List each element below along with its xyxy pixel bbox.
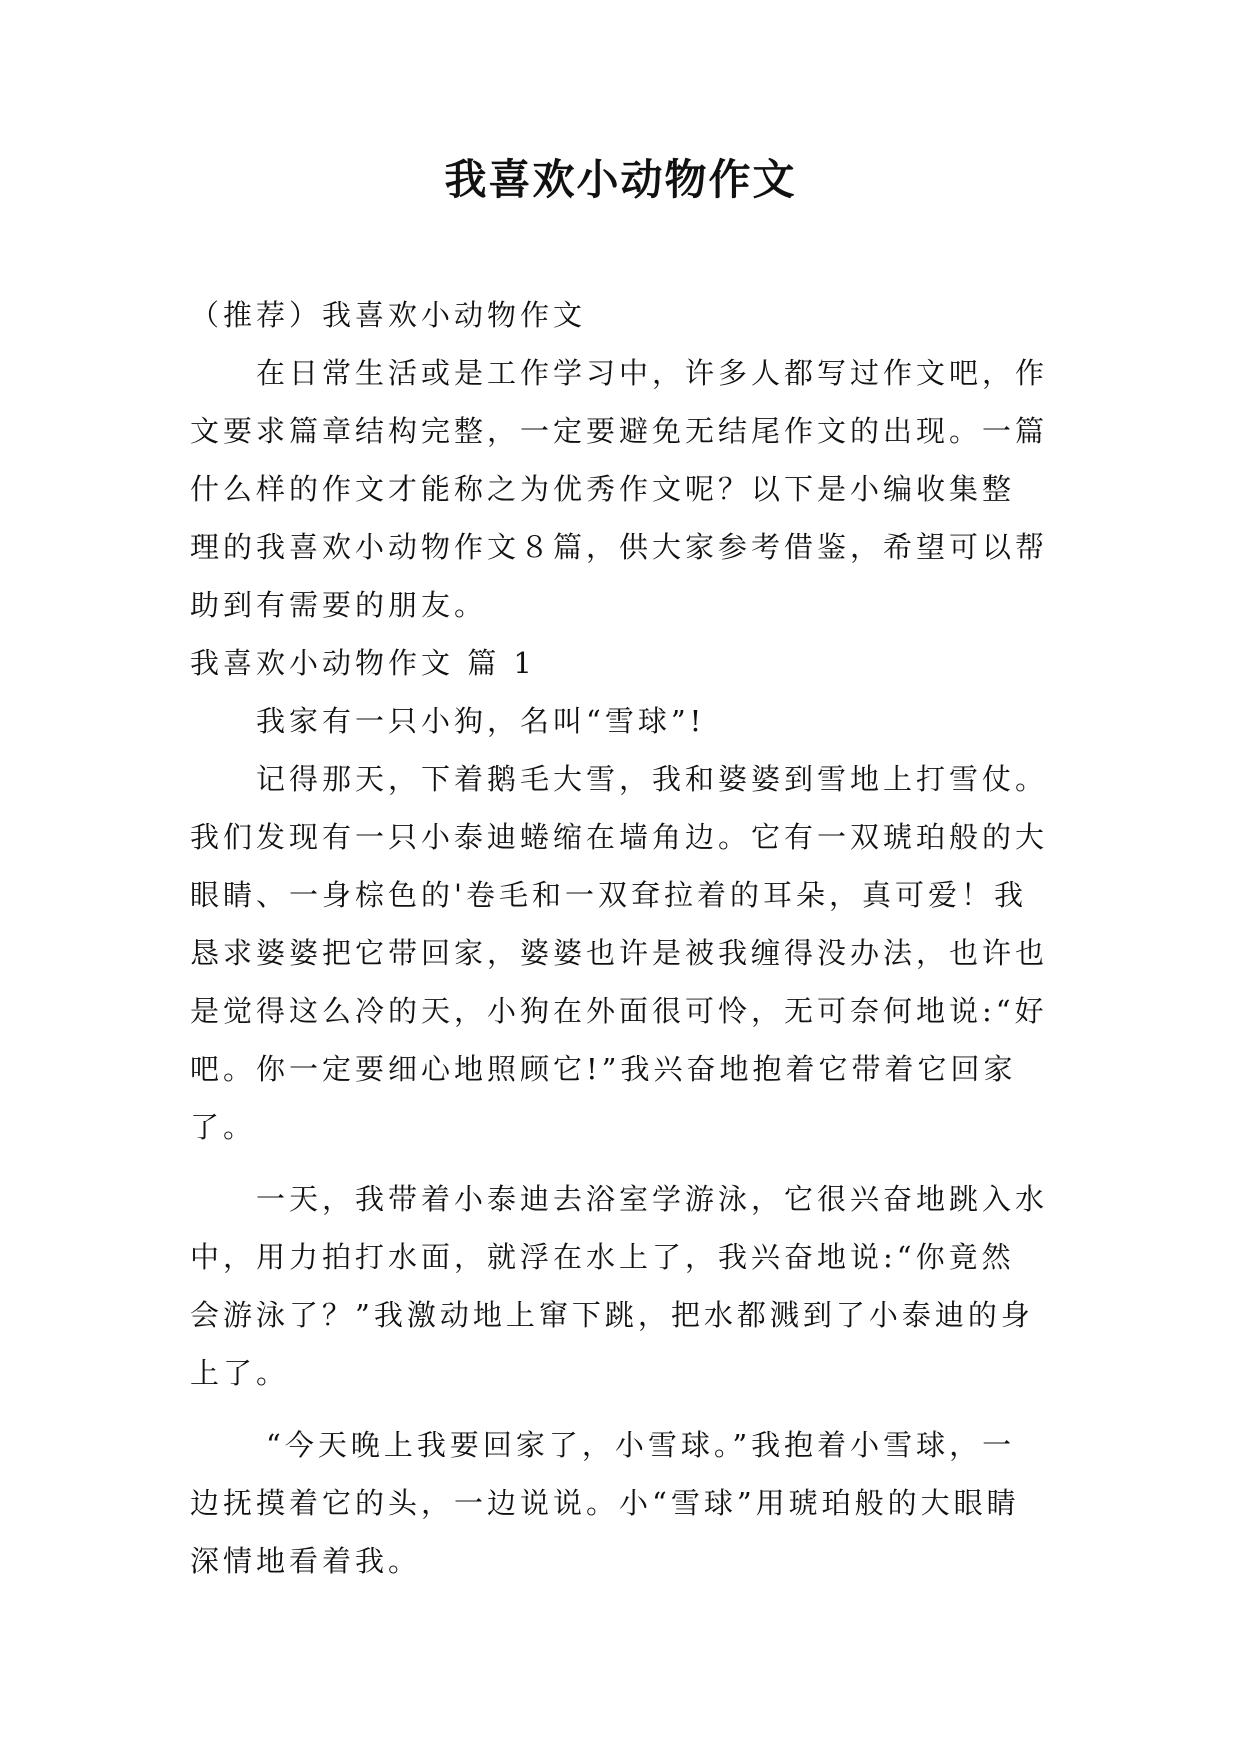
text-line: 理的我喜欢小动物作文８篇，供大家参考借鉴，希望可以帮 (190, 530, 1049, 564)
paragraph-gap (190, 1402, 1040, 1416)
text-line: 上了。 (190, 1356, 290, 1390)
document-title: 我喜欢小动物作文 (444, 155, 797, 204)
text-line: 我家有一只小狗，名叫“雪球”! (256, 704, 706, 738)
text-line: 是觉得这么冷的天，小狗在外面很可怜，无可奈何地说:“好 (190, 994, 1048, 1028)
story-paragraph (190, 1416, 1040, 1590)
text-line: 在日常生活或是工作学习中，许多人都写过作文吧，作 (256, 356, 1049, 390)
text-line: 恳求婆婆把它带回家，婆婆也许是被我缠得没办法，也许也 (190, 936, 1049, 970)
text-line: 了。 (190, 1110, 257, 1144)
text-line: 我们发现有一只小泰迪蜷缩在墙角边。它有一双琥珀般的大 (190, 820, 1049, 854)
document-body (190, 286, 1049, 1590)
text-line: “今天晚上我要回家了，小雪球。”我抱着小雪球，一 (266, 1428, 1016, 1462)
text-line: 边抚摸着它的头，一边说说。小“雪球”用琥珀般的大眼睛 (190, 1486, 1020, 1520)
text-line: 文要求篇章结构完整，一定要避免无结尾作文的出现。一篇 (190, 414, 1049, 448)
text-line: 会游泳了？”我激动地上窜下跳，把水都溅到了小泰迪的身 (190, 1298, 1034, 1332)
section-heading: 我喜欢小动物作文 篇 1 (190, 646, 536, 680)
text-line: 吧。你一定要细心地照顾它!”我兴奋地抱着它带着它回家 (190, 1052, 1017, 1086)
intro-paragraph (190, 344, 1049, 634)
text-line: 深情地看着我。 (190, 1544, 422, 1578)
text-line: 一天，我带着小泰迪去浴室学游泳，它很兴奋地跳入水 (256, 1182, 1049, 1216)
text-line: 什么样的作文才能称之为优秀作文呢？以下是小编收集整 (190, 472, 1016, 506)
story-paragraph (190, 750, 1049, 1156)
subtitle-line: （推荐）我喜欢小动物作文 (190, 298, 587, 332)
text-line: 眼睛、一身棕色的'卷毛和一双耷拉着的耳朵，真可爱！我 (190, 878, 1027, 912)
text-line: 中，用力拍打水面，就浮在水上了，我兴奋地说:“你竟然 (190, 1240, 1015, 1274)
paragraph-gap (190, 1156, 1040, 1170)
story-paragraph (190, 1170, 1049, 1402)
text-line: 记得那天，下着鹅毛大雪，我和婆婆到雪地上打雪仗。 (256, 762, 1049, 796)
text-line: 助到有需要的朋友。 (190, 588, 488, 622)
